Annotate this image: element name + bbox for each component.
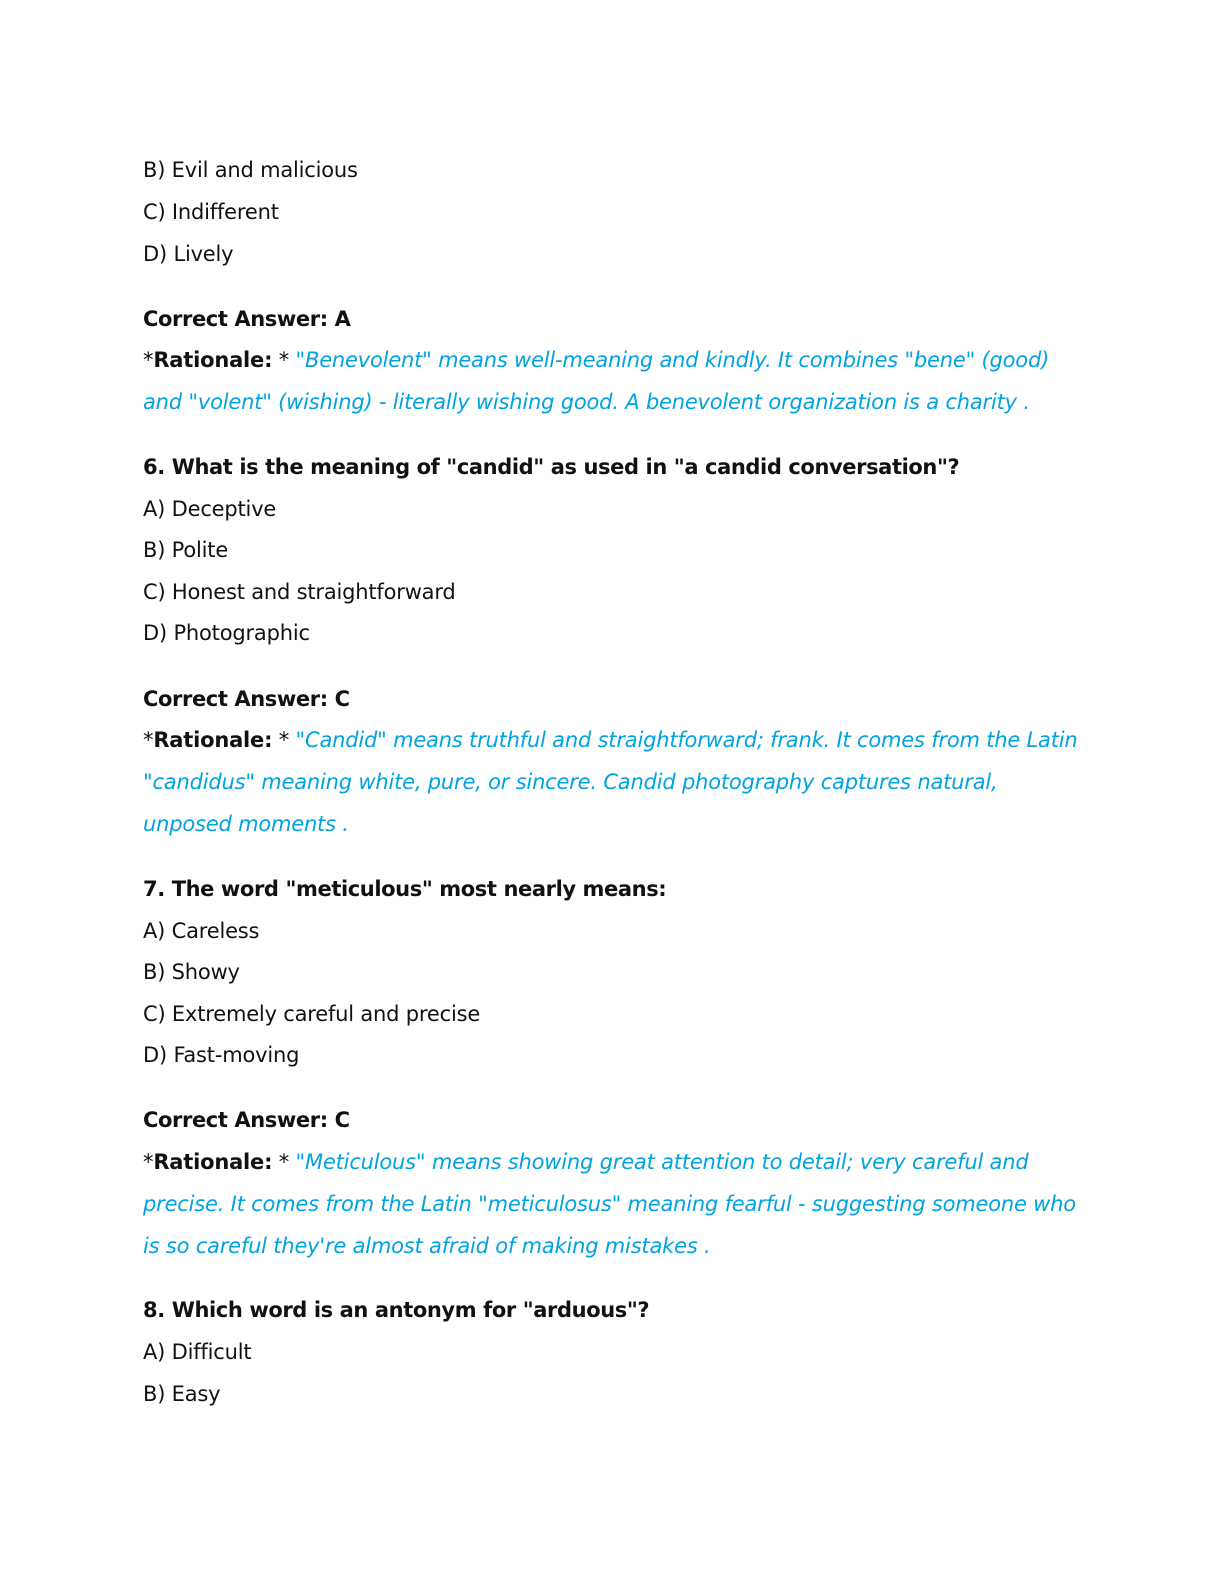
q7-correct-answer: Correct Answer: C <box>143 1108 350 1132</box>
q8-option-b: B) Easy <box>143 1382 221 1406</box>
q6-rationale-line-2: "candidus" meaning white, pure, or sincere. Candid photography captures natural, <box>143 770 998 794</box>
q6-option-d: D) Photographic <box>143 621 310 645</box>
rationale-label: Rationale: <box>153 728 273 752</box>
q8-question: 8. Which word is an antonym for "arduous"? <box>143 1298 650 1322</box>
q5-option-c: C) Indifferent <box>143 200 279 224</box>
rationale-prefix: * <box>143 348 154 372</box>
q5-option-d: D) Lively <box>143 242 234 266</box>
rationale-prefix: * <box>143 728 154 752</box>
q7-question: 7. The word "meticulous" most nearly means: <box>143 877 667 901</box>
q5-option-b: B) Evil and malicious <box>143 158 358 182</box>
q5-correct-answer: Correct Answer: A <box>143 307 351 331</box>
q7-option-a: A) Careless <box>143 919 260 943</box>
rationale-text: "Meticulous" means showing great attention to detail; very careful and <box>295 1150 1029 1174</box>
q6-rationale-line-1 <box>143 725 1077 755</box>
rationale-text: "Candid" means truthful and straightforward; frank. It comes from the Latin <box>295 728 1078 752</box>
rationale-label: Rationale: <box>153 348 273 372</box>
q8-option-a: A) Difficult <box>143 1340 252 1364</box>
rationale-text: "Benevolent" means well-meaning and kindly. It combines "bene" (good) <box>295 348 1050 372</box>
rationale-label: Rationale: <box>153 1150 273 1174</box>
q6-correct-answer: Correct Answer: C <box>143 687 350 711</box>
q7-rationale-line-1 <box>143 1147 1028 1177</box>
q7-option-c: C) Extremely careful and precise <box>143 1002 481 1026</box>
q5-rationale-line-2: and "volent" (wishing) - literally wishing good. A benevolent organization is a charity . <box>143 390 1030 414</box>
rationale-suffix: * <box>272 728 296 752</box>
q7-rationale-line-3: is so careful they're almost afraid of making mistakes . <box>143 1234 711 1258</box>
q7-option-b: B) Showy <box>143 960 240 984</box>
q7-rationale-line-2: precise. It comes from the Latin "meticulosus" meaning fearful - suggesting someone who <box>143 1192 1076 1216</box>
q6-option-a: A) Deceptive <box>143 497 277 521</box>
q7-option-d: D) Fast-moving <box>143 1043 300 1067</box>
q6-rationale-line-3: unposed moments . <box>143 812 349 836</box>
q6-option-c: C) Honest and straightforward <box>143 580 456 604</box>
rationale-prefix: * <box>143 1150 154 1174</box>
rationale-suffix: * <box>272 1150 296 1174</box>
rationale-suffix: * <box>272 348 296 372</box>
q6-option-b: B) Polite <box>143 538 229 562</box>
q5-rationale-line-1 <box>143 345 1049 375</box>
q6-question: 6. What is the meaning of "candid" as used in "a candid conversation"? <box>143 455 960 479</box>
